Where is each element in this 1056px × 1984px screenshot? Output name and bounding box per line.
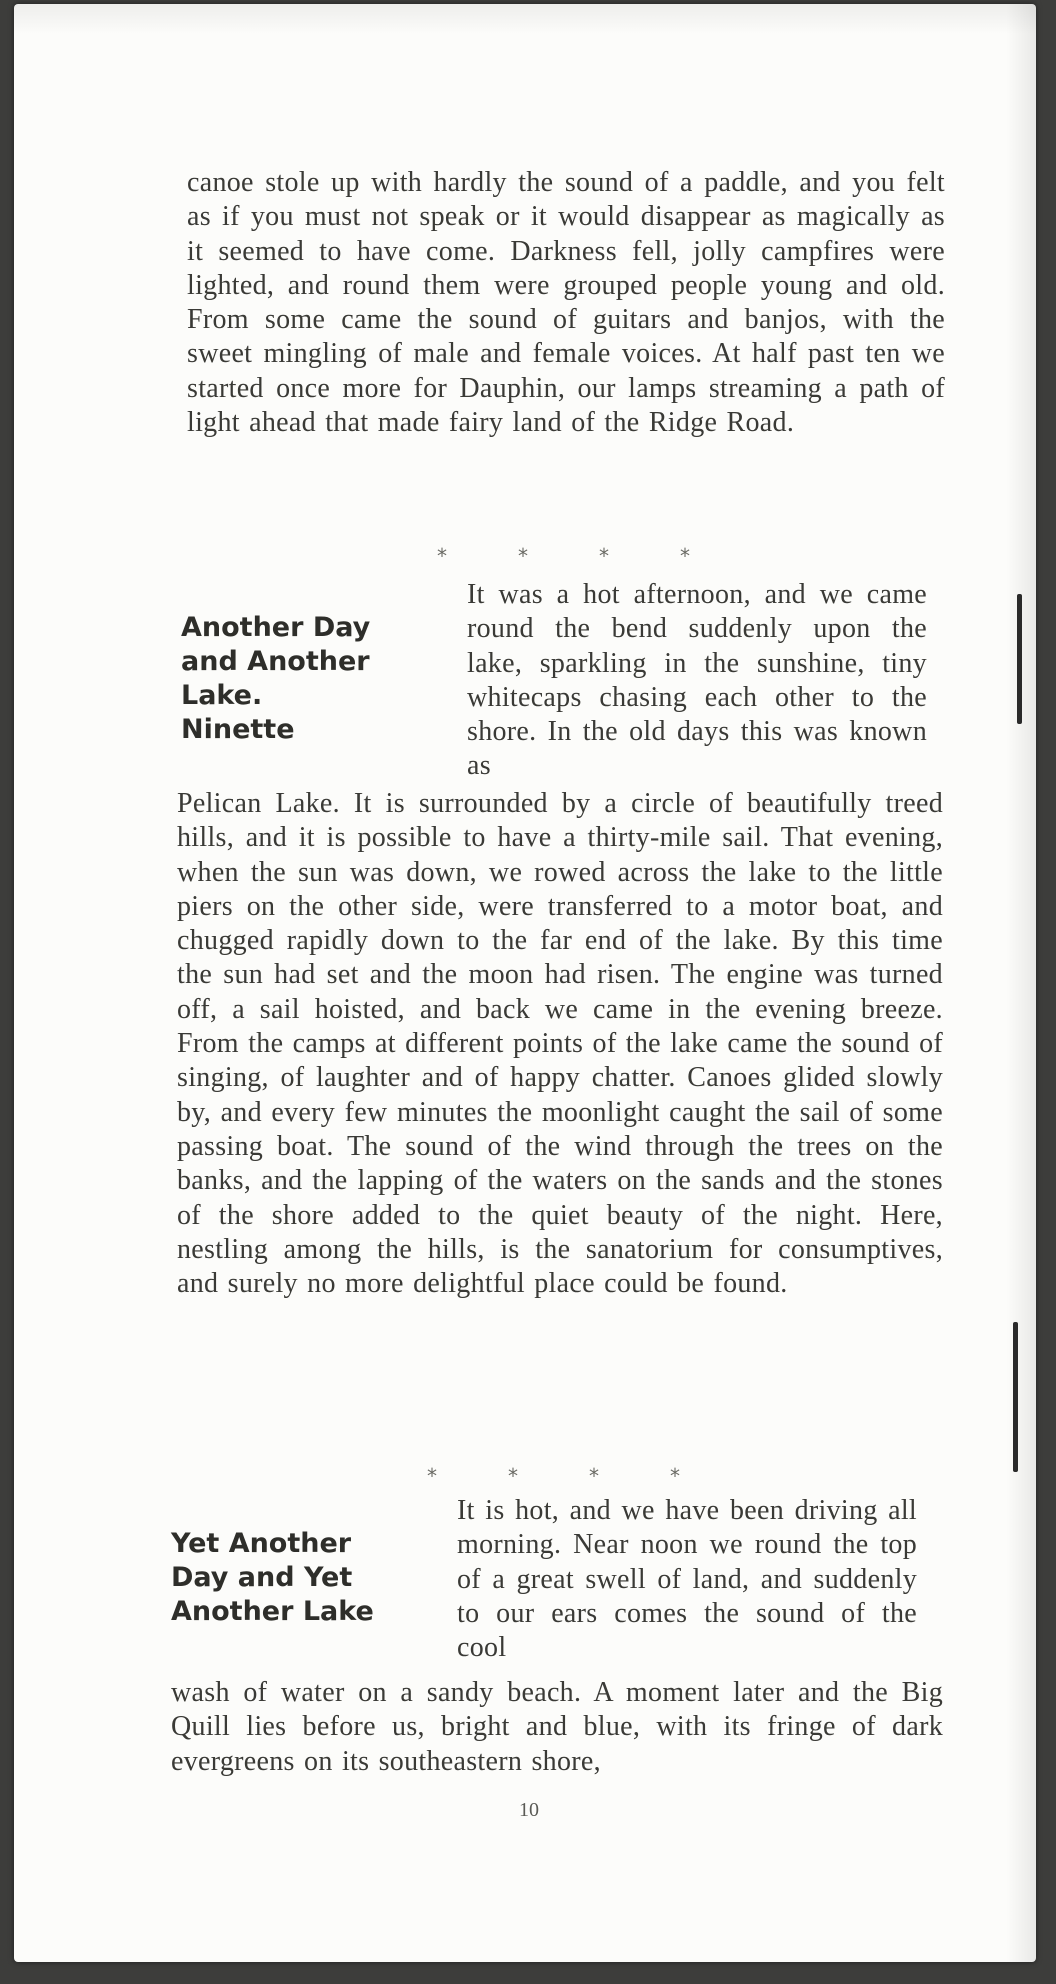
body-paragraph: Pelican Lake. It is surrounded by a circle of beautifully treed hills, and it is possible to have a thirty-mile sail. That evening, when the sun was down, we rowed across the lake to the little piers on the other side, were transferred to a motor boat, and chugged rapidly down to the far end of the lake. By this time the sun had set and the moon had risen. The engine was turned off, a sail hoisted, and back we came in the evening breeze. From the camps at different points of the lake came the sound of singing, of laughter and of happy chatter. Canoes glided slowly by, and every few minutes the moonlight caught the sail of some passing boat. The sound of the wind through the trees on the banks, and the lapping of the waters on the sands and the stones of the shore added to the quiet beauty of the night. Here, nestling among the hills, is the sanatorium for consumptives, and surely no more delightful place could be found.: [177, 788, 943, 1300]
heading-line: and Another: [181, 646, 370, 677]
separator-star: *: [589, 1464, 599, 1488]
heading-line: Ninette: [181, 714, 295, 745]
paragraph-continued: [187, 166, 945, 440]
body-paragraph: wash of water on a sandy beach. A moment later and the Big Quill lies before us, bright and blue, with its fringe of dark evergreens on its southeastern shore,: [171, 1677, 943, 1777]
opening-paragraph: It is hot, and we have been driving all morning. Near noon we round the top of a great swell of land, and suddenly to our ears comes the sound of the cool: [457, 1495, 917, 1664]
page-number: 10: [519, 1799, 539, 1821]
section-heading-ninette: [181, 611, 370, 747]
separator-star: *: [680, 544, 690, 568]
paragraph-text: canoe stole up with hardly the sound of a paddle, and you felt as if you must not speak or it would disappear as magically as it seemed to have come. Darkness fell, jolly campfires were lighted, and round them were grouped people young and old. From some came the sound of guitars and banjos, with the sweet mingling of male and female voices. At half past ten we started once more for Dauphin, our lamps streaming a path of light ahead that made fairy land of the Ridge Road.: [187, 167, 945, 439]
page-top-shadow: [14, 4, 1036, 34]
heading-line: Another Lake: [171, 1596, 374, 1627]
section-body-text: [171, 1676, 943, 1779]
separator-star: *: [670, 1464, 680, 1488]
separator-star: *: [508, 1464, 518, 1488]
binding-mark-lower: [1013, 1322, 1018, 1472]
separator-star: *: [437, 544, 447, 568]
separator-star: *: [427, 1464, 437, 1488]
section-separator: [437, 544, 761, 568]
section-opening-text: [457, 1494, 917, 1665]
page-edge-shadow: [1006, 4, 1036, 1962]
section-separator: [427, 1464, 751, 1488]
heading-line: Yet Another: [171, 1528, 352, 1559]
opening-paragraph: It was a hot afternoon, and we came round the bend suddenly upon the lake, sparkling in the sunshine, tiny whitecaps chasing each other to the shore. In the old days this was known as: [467, 579, 927, 782]
separator-star: *: [518, 544, 528, 568]
section-opening-text: [467, 578, 927, 784]
separator-star: *: [599, 544, 609, 568]
heading-line: Lake.: [181, 680, 263, 711]
section-body-text: [177, 787, 943, 1301]
heading-line: Another Day: [181, 612, 371, 643]
book-page: [14, 4, 1036, 1962]
heading-line: Day and Yet: [171, 1562, 353, 1593]
binding-mark-upper: [1017, 594, 1022, 724]
section-heading-big-quill: [171, 1527, 374, 1629]
